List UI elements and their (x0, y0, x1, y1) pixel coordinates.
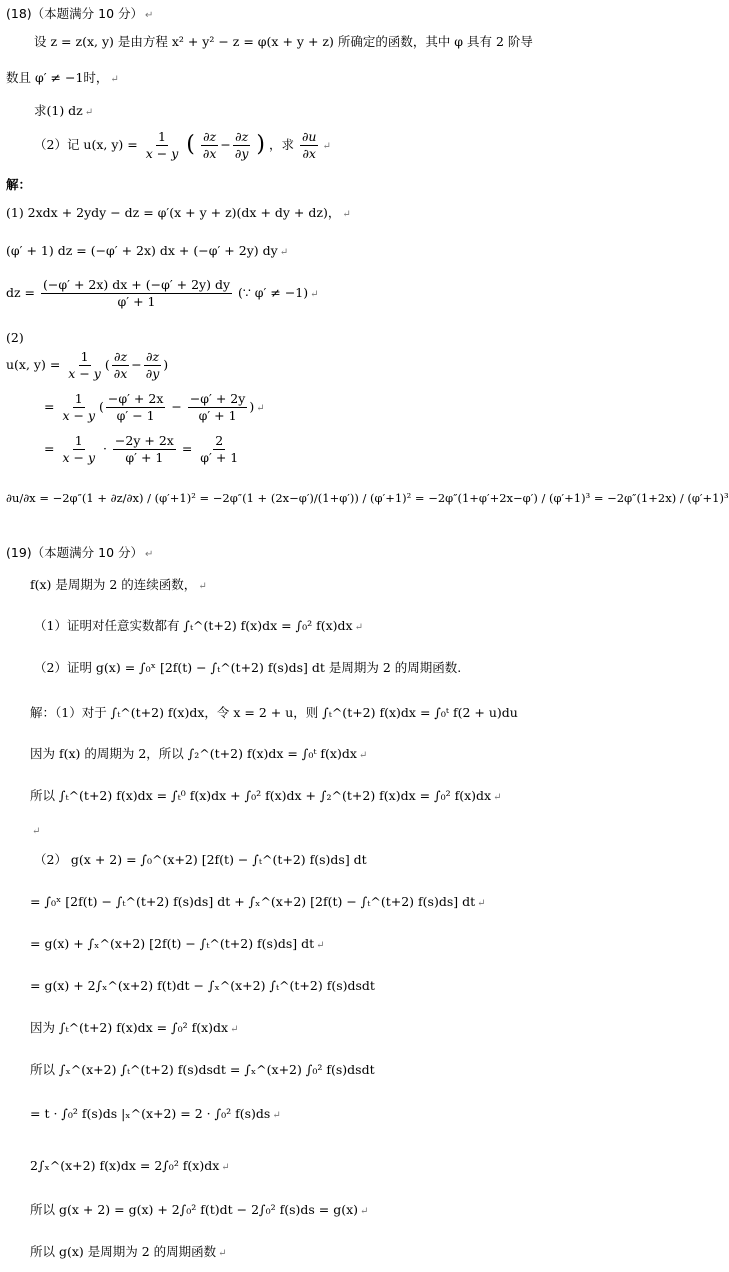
problem-19-solution-5: = ∫₀ˣ [2f(t) − ∫ₜ^(t+2) f(s)ds] dt + ∫ₓ^(x+2) [2f(t) − ∫ₜ^(t+2) f(s)ds] dt ↵ (30, 894, 486, 909)
problem-19-blank-line: ↵ (32, 826, 41, 837)
problem-18-ask-1: 求(1) dz ↵ (34, 103, 94, 118)
problem-18-step-1: (1) 2xdx + 2ydy − dz = φ′(x + y + z)(dx + dy + dz)， ↵ (6, 205, 351, 220)
problem-18-solution-label: 解： (6, 177, 32, 192)
problem-19-question-2: （2）证明 g(x) = ∫₀ˣ [2f(t) − ∫ₜ^(t+2) f(s)ds] dt 是周期为 2 的周期函数. (34, 660, 462, 675)
problem-19-solution-11: 2∫ₓ^(x+2) f(x)dx = 2∫₀² f(x)dx ↵ (30, 1158, 230, 1173)
problem-18-step-2: (φ′ + 1) dz = (−φ′ + 2x) dx + (−φ′ + 2y) dy ↵ (6, 243, 289, 258)
problem-19-conclusion: 所以 g(x) 是周期为 2 的周期函数 ↵ (30, 1244, 227, 1259)
problem-19-question-1: （1）证明对任意实数都有 ∫ₜ^(t+2) f(x)dx = ∫₀² f(x)dx ↵ (34, 618, 363, 633)
problem-18-part-2-label: (2) (6, 330, 24, 345)
problem-18-header: (18)（本题满分 10 分） ↵ (6, 6, 154, 21)
problem-19-solution-2: 因为 f(x) 的周期为 2，所以 ∫₂^(t+2) f(x)dx = ∫₀ᵗ f(x)dx ↵ (30, 746, 368, 761)
problem-18-u-simplify: = $\frac{1}{x - y}$ · $\frac{-2y + 2x}{\varphi' + 1}$ = $\frac{2}{\varphi' + 1}$ (44, 433, 239, 465)
problem-18-u-definition: u(x, y) = $\frac{1}{x - y}$ ( $\frac{\partial z}{\partial x}$ − $\frac{\partial z}{\partial y}$ ) (6, 349, 169, 381)
problem-18-u-expand: = $\frac{1}{x - y}$ ( $\frac{-\varphi' + 2x}{\varphi' - 1}$ − $\frac{-\varphi' + 2y}{\varphi' + 1}$ ) ↵ (44, 391, 265, 423)
problem-18-statement-line2: 数且 φ′ ≠ −1时， ↵ (6, 70, 119, 85)
problem-18-ask-2: （2）记 u(x, y) = $\frac{1}{x - y}$ ( $\frac{\partial z}{\partial x}$ − $\frac{\partial z}{\partial y}$ ) ，求 $\frac{\partial u}{\partial x}$ ↵ (34, 129, 331, 161)
problem-19-solution-1: 解：（1）对于 ∫ₜ^(t+2) f(x)dx，令 x = 2 + u，则 ∫ₜ^(t+2) f(x)dx = ∫₀ᵗ f(2 + u)du (30, 705, 518, 720)
problem-18-final-derivative: ∂u/∂x = −2φ″(1 + ∂z/∂x) / (φ′+1)² = −2φ″(1 + (2x−φ′)/(1+φ′)) / (φ′+1)² = −2φ″(1+φ′+2x−φ′) / (φ′+1)³ = −2φ″(1+2x) / (φ′+1)³ (6, 491, 729, 505)
problem-19-solution-4: （2） g(x + 2) = ∫₀^(x+2) [2f(t) − ∫ₜ^(t+2) f(s)ds] dt (34, 852, 367, 867)
problem-18-step-3: dz = $\frac{(-\varphi' + 2x) dx + (-\varphi' + 2y) dy}{\varphi' + 1}$ (∵ φ′ ≠ −1) ↵ (6, 277, 319, 309)
problem-19-solution-10: = t · ∫₀² f(s)ds |ₓ^(x+2) = 2 · ∫₀² f(s)ds ↵ (30, 1106, 281, 1121)
problem-18-statement-line1: 设 z = z(x, y) 是由方程 x² + y² − z = φ(x + y + z) 所确定的函数，其中 φ 具有 2 阶导 (34, 34, 533, 49)
problem-19-statement: f(x) 是周期为 2 的连续函数， ↵ (30, 577, 207, 592)
problem-19-solution-7: = g(x) + 2∫ₓ^(x+2) f(t)dt − ∫ₓ^(x+2) ∫ₜ^(t+2) f(s)dsdt (30, 978, 375, 993)
problem-19-solution-12: 所以 g(x + 2) = g(x) + 2∫₀² f(t)dt − 2∫₀² f(s)ds = g(x) ↵ (30, 1202, 369, 1217)
problem-19-solution-6: = g(x) + ∫ₓ^(x+2) [2f(t) − ∫ₜ^(t+2) f(s)ds] dt ↵ (30, 936, 325, 951)
problem-19-solution-8: 因为 ∫ₜ^(t+2) f(x)dx = ∫₀² f(x)dx ↵ (30, 1020, 239, 1035)
problem-19-header: (19)（本题满分 10 分） ↵ (6, 545, 154, 560)
problem-19-solution-3: 所以 ∫ₜ^(t+2) f(x)dx = ∫ₜ⁰ f(x)dx + ∫₀² f(x)dx + ∫₂^(t+2) f(x)dx = ∫₀² f(x)dx ↵ (30, 788, 502, 803)
problem-19-solution-9: 所以 ∫ₓ^(x+2) ∫ₜ^(t+2) f(s)dsdt = ∫ₓ^(x+2) ∫₀² f(s)dsdt (30, 1062, 375, 1077)
